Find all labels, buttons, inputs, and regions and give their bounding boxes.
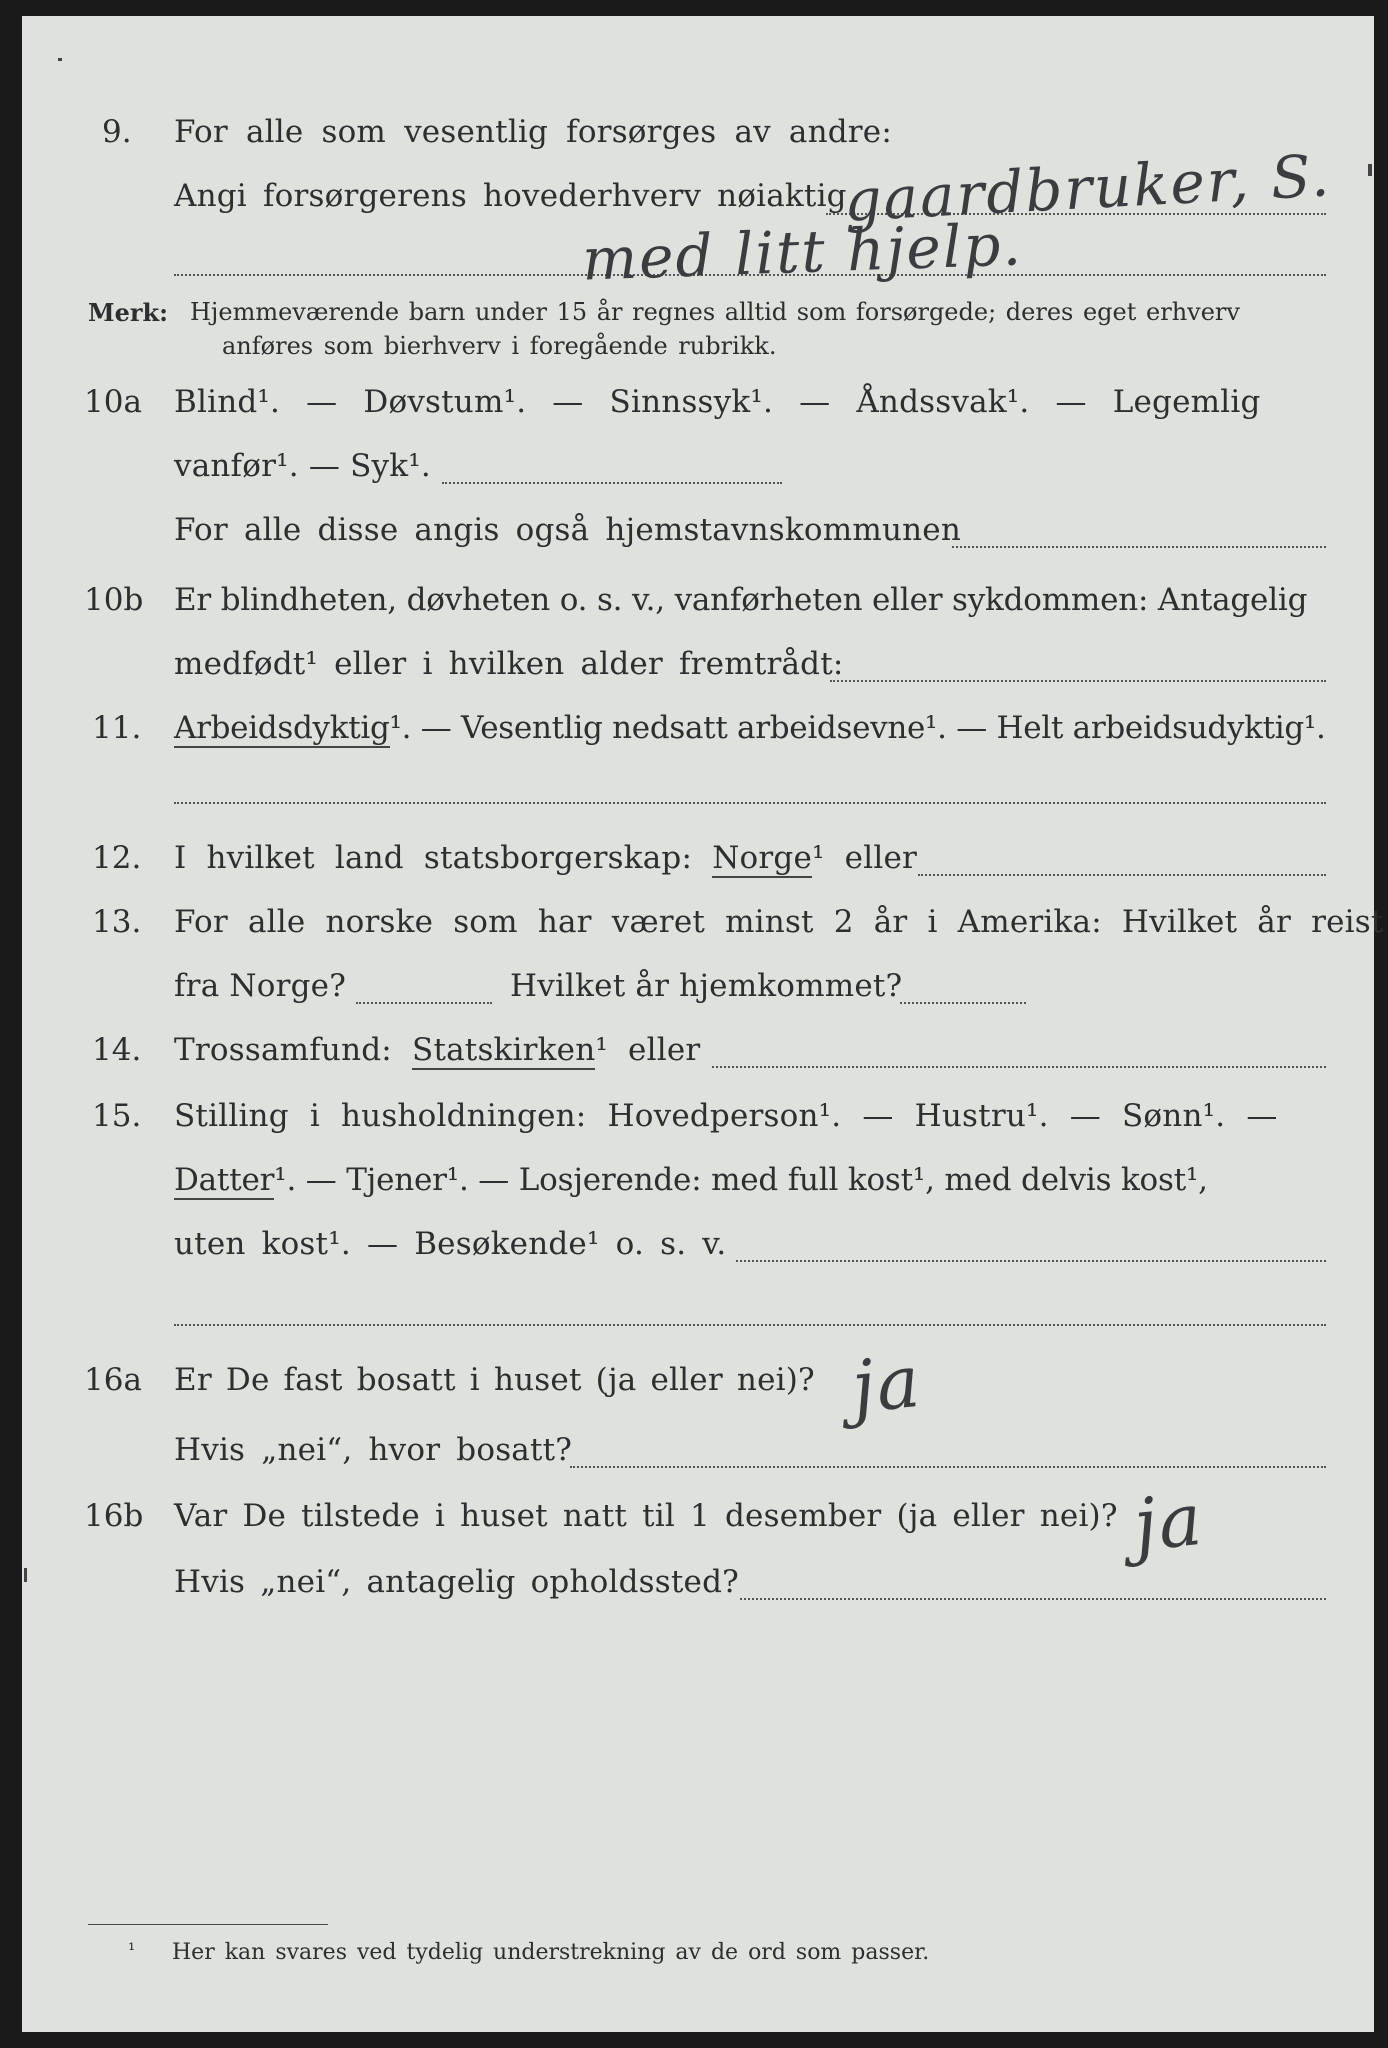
margin-mark xyxy=(24,1568,27,1582)
q10b-line1: Er blindheten, døvheten o. s. v., vanførheten eller sykdommen: Antagelig xyxy=(174,582,1308,618)
q16b-line2: Hvis „nei“, antagelig opholdssted? xyxy=(174,1564,739,1600)
q16a-line1: Er De fast bosatt i huset (ja eller nei)? xyxy=(174,1362,815,1398)
q14-field[interactable] xyxy=(712,1066,1326,1068)
q16a-number: 16a xyxy=(84,1362,142,1398)
q15-underlined-option: Datter xyxy=(174,1162,275,1198)
q9-handwritten-answer-1: gaardbruker, S. xyxy=(842,141,1333,235)
q16b-line1: Var De tilstede i huset natt til 1 desember (ja eller nei)? xyxy=(174,1498,1118,1534)
q14-line xyxy=(174,1032,700,1068)
q16a-line2: Hvis „nei“, hvor bosatt? xyxy=(174,1432,573,1468)
q11-number: 11. xyxy=(92,710,142,746)
q12-underlined-option: Norge xyxy=(712,840,812,876)
footnote-rule xyxy=(88,1924,328,1925)
q12-field[interactable] xyxy=(918,874,1326,876)
q13-reist-field[interactable] xyxy=(356,1002,492,1004)
q10a-line3: For alle disse angis også hjemstavnskommunen xyxy=(174,512,961,548)
margin-mark xyxy=(58,58,62,61)
merk-line1: Hjemmeværende barn under 15 år regnes alltid som forsørgede; deres eget erhverv xyxy=(190,298,1240,326)
q10b-field[interactable] xyxy=(830,680,1326,682)
q16a-handwritten-answer: ja xyxy=(847,1338,926,1430)
q9-line1: For alle som vesentlig forsørges av andre: xyxy=(174,114,892,150)
q15-line3: uten kost¹. — Besøkende¹ o. s. v. xyxy=(174,1226,727,1262)
q10a-number: 10a xyxy=(84,384,142,420)
q10a-syk-field[interactable] xyxy=(442,482,782,484)
q16b-number: 16b xyxy=(84,1498,144,1534)
q10b-number: 10b xyxy=(84,582,144,618)
q16a-bosatt-field[interactable] xyxy=(570,1466,1326,1468)
q11-field[interactable] xyxy=(174,802,1326,804)
q15-field[interactable] xyxy=(736,1260,1326,1262)
q14-number: 14. xyxy=(92,1032,142,1068)
q15-line2 xyxy=(174,1162,1208,1198)
q15-field-2[interactable] xyxy=(174,1324,1326,1326)
q16b-opholdssted-field[interactable] xyxy=(740,1598,1326,1600)
q13-line2b: Hvilket år hjemkommet? xyxy=(510,968,903,1004)
q14-text: Trossamfund: xyxy=(174,1032,392,1068)
q11-line xyxy=(174,710,1326,746)
q15-line2-rest: ¹. — Tjener¹. — Losjerende: med full kost¹, med delvis kost¹, xyxy=(274,1162,1208,1198)
q13-line2a: fra Norge? xyxy=(174,968,347,1004)
q15-line1: Stilling i husholdningen: Hovedperson¹. — Hustru¹. — Sønn¹. — xyxy=(174,1098,1278,1134)
q12-line xyxy=(174,840,917,876)
q16b-handwritten-answer: ja xyxy=(1129,1476,1208,1568)
footnote-text: Her kan svares ved tydelig understrekning av de ord som passer. xyxy=(172,1940,930,1965)
q10b-line2: medfødt¹ eller i hvilken alder fremtrådt: xyxy=(174,646,844,682)
footnote-marker: ¹ xyxy=(128,1940,136,1961)
q9-handwritten-answer-2: med litt hjelp. xyxy=(580,210,1024,294)
q12-text: I hvilket land statsborgerskap: xyxy=(174,840,693,876)
q11-underlined-option: Arbeidsdyktig xyxy=(174,710,390,746)
q15-number: 15. xyxy=(92,1098,142,1134)
q13-hjemkommet-field[interactable] xyxy=(900,1002,1026,1004)
q13-number: 13. xyxy=(92,904,142,940)
margin-mark xyxy=(1368,164,1372,176)
q13-line1: For alle norske som har været minst 2 år i Amerika: Hvilket år reist xyxy=(174,904,1384,940)
q12-rest: ¹ eller xyxy=(812,840,918,876)
census-form-page xyxy=(22,16,1384,2032)
q10a-line1: Blind¹. — Døvstum¹. — Sinnssyk¹. — Åndssvak¹. — Legemlig xyxy=(174,384,1261,420)
q14-rest: ¹ eller xyxy=(595,1032,701,1068)
q12-number: 12. xyxy=(92,840,142,876)
merk-line2: anføres som bierhverv i foregående rubrikk. xyxy=(222,332,777,360)
q9-line2: Angi forsørgerens hovederhverv nøiaktig xyxy=(174,178,847,214)
merk-label: Merk: xyxy=(88,298,168,327)
q14-underlined-option: Statskirken xyxy=(412,1032,596,1068)
q9-number: 9. xyxy=(102,114,132,150)
q11-rest: ¹. — Vesentlig nedsatt arbeidsevne¹. — Helt arbeidsudyktig¹. xyxy=(389,710,1326,746)
q10a-line2: vanfør¹. — Syk¹. xyxy=(174,448,431,484)
q10a-hjemstavn-field[interactable] xyxy=(952,546,1326,548)
